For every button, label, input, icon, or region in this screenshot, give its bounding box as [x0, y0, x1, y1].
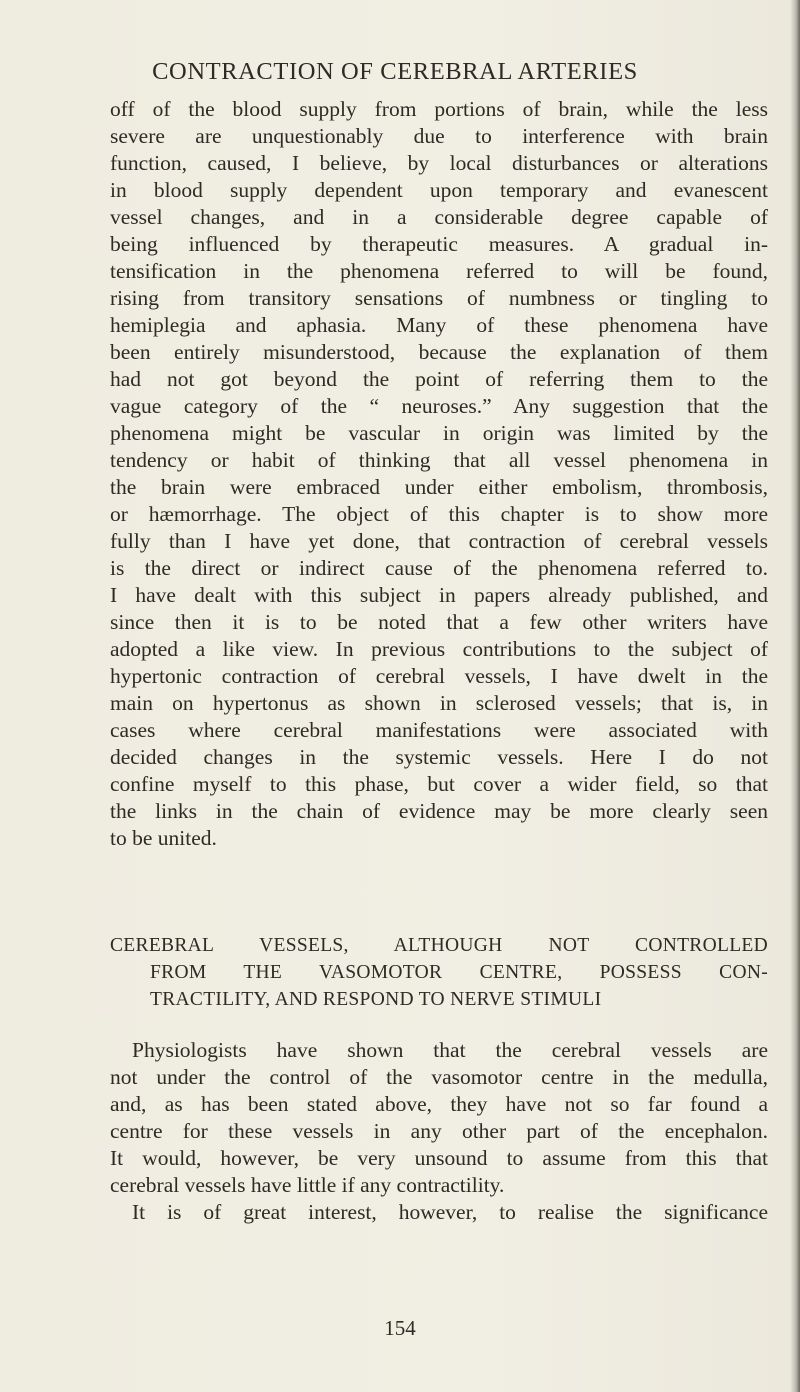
- section-heading-line: CEREBRAL VESSELS, ALTHOUGH NOT CONTROLLED: [110, 935, 768, 956]
- text-line: Physiologists have shown that the cerebral vessels are: [132, 1038, 768, 1062]
- text-line: It is of great interest, however, to realise the significance: [132, 1200, 768, 1224]
- text-line: phenomena might be vascular in origin was limited by the: [110, 421, 768, 445]
- body-paragraph-2: [110, 1037, 768, 1226]
- section-heading: [110, 932, 768, 1013]
- text-line: had not got beyond the point of referring them to the: [110, 367, 768, 391]
- text-line: fully than I have yet done, that contraction of cerebral vessels: [110, 529, 768, 553]
- text-line: cases where cerebral manifestations were associated with: [110, 718, 768, 742]
- text-line: function, caused, I believe, by local disturbances or alterations: [110, 151, 768, 175]
- text-line: the links in the chain of evidence may be more clearly seen: [110, 799, 768, 823]
- text-line: cerebral vessels have little if any contractility.: [110, 1173, 505, 1197]
- text-line: adopted a like view. In previous contributions to the subject of: [110, 637, 768, 661]
- text-line: hypertonic contraction of cerebral vessels, I have dwelt in the: [110, 664, 768, 688]
- text-line: hemiplegia and aphasia. Many of these phenomena have: [110, 313, 768, 337]
- text-line: since then it is to be noted that a few other writers have: [110, 610, 768, 634]
- text-line: in blood supply dependent upon temporary and evanescent: [110, 178, 768, 202]
- text-line: tensification in the phenomena referred to will be found,: [110, 259, 768, 283]
- text-line: centre for these vessels in any other part of the encephalon.: [110, 1119, 768, 1143]
- text-line: or hæmorrhage. The object of this chapter is to show more: [110, 502, 768, 526]
- page-edge-shadow: [790, 0, 800, 1392]
- text-line: being influenced by therapeutic measures. A gradual in-: [110, 232, 768, 256]
- text-line: severe are unquestionably due to interference with brain: [110, 124, 768, 148]
- running-head: CONTRACTION OF CEREBRAL ARTERIES: [152, 58, 638, 85]
- text-line: tendency or habit of thinking that all vessel phenomena in: [110, 448, 768, 472]
- page-number: 154: [384, 1316, 416, 1340]
- section-heading-line: TRACTILITY, AND RESPOND TO NERVE STIMULI: [150, 989, 602, 1010]
- text-line: the brain were embraced under either embolism, thrombosis,: [110, 475, 768, 499]
- text-line: and, as has been stated above, they have not so far found a: [110, 1092, 768, 1116]
- text-line: main on hypertonus as shown in sclerosed vessels; that is, in: [110, 691, 768, 715]
- text-line: to be united.: [110, 826, 217, 850]
- text-line: vague category of the “ neuroses.” Any suggestion that the: [110, 394, 768, 418]
- text-line: I have dealt with this subject in papers already published, and: [110, 583, 768, 607]
- section-heading-line: FROM THE VASOMOTOR CENTRE, POSSESS CON-: [150, 962, 768, 983]
- text-line: not under the control of the vasomotor centre in the medulla,: [110, 1065, 768, 1089]
- text-line: been entirely misunderstood, because the explanation of them: [110, 340, 768, 364]
- text-line: vessel changes, and in a considerable degree capable of: [110, 205, 768, 229]
- text-line: is the direct or indirect cause of the phenomena referred to.: [110, 556, 768, 580]
- body-paragraph-1: [110, 96, 768, 852]
- text-line: rising from transitory sensations of numbness or tingling to: [110, 286, 768, 310]
- text-line: confine myself to this phase, but cover a wider field, so that: [110, 772, 768, 796]
- text-line: decided changes in the systemic vessels. Here I do not: [110, 745, 768, 769]
- text-line: It would, however, be very unsound to assume from this that: [110, 1146, 768, 1170]
- text-line: off of the blood supply from portions of brain, while the less: [110, 97, 768, 121]
